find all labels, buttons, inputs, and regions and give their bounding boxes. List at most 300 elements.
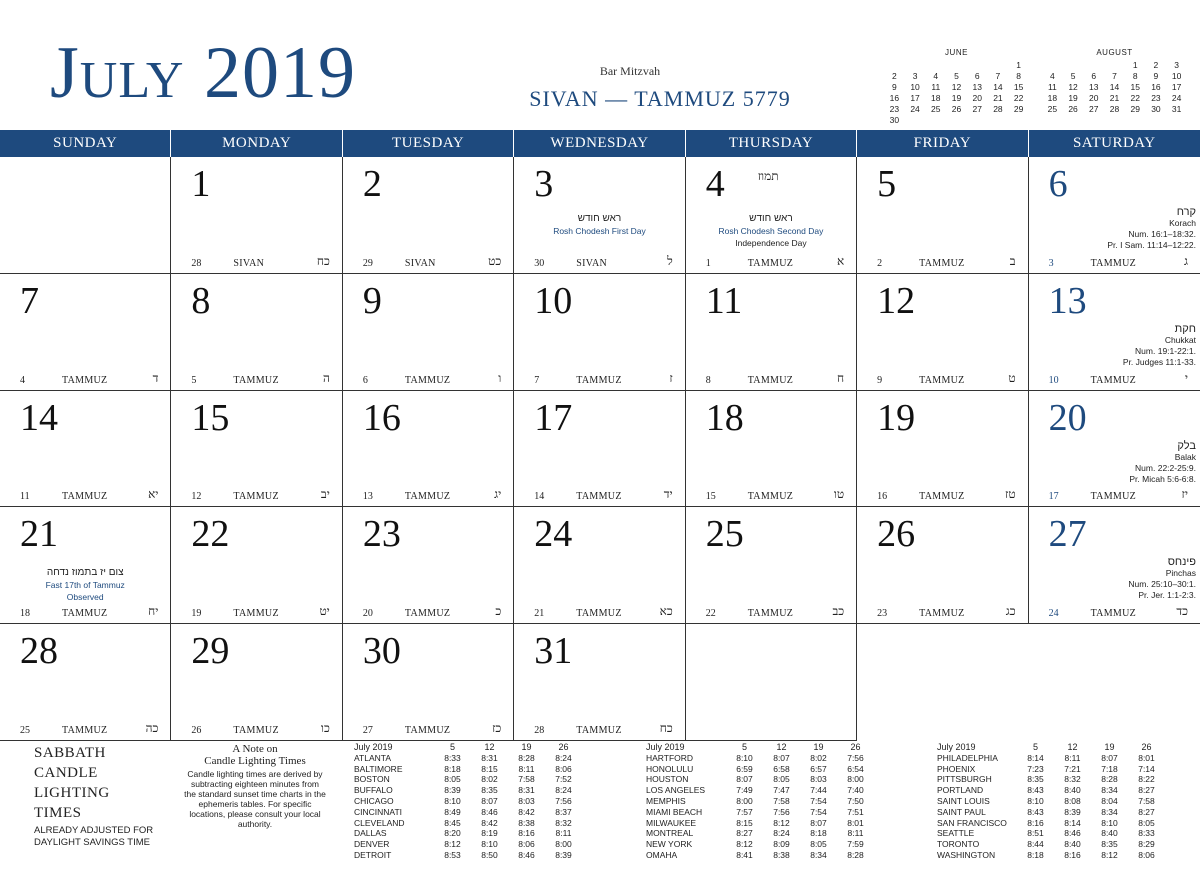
note-extra: Independence Day <box>735 238 807 248</box>
candle-time: 8:11 <box>555 828 572 839</box>
note-hebrew: ראש חודש <box>749 213 793 224</box>
candle-lighting-section <box>0 741 1200 883</box>
portion-reading: Num. 19:1-22:1. <box>1135 345 1196 356</box>
mini-day: 18 <box>931 93 941 103</box>
hebrew-day: 30 <box>534 257 545 269</box>
candle-time: 8:06 <box>1138 849 1155 860</box>
hebrew-date <box>191 722 333 736</box>
city-name: BOSTON <box>354 774 390 785</box>
day-cell-5 <box>857 157 1028 274</box>
city-name: PITTSBURGH <box>937 774 992 785</box>
hebrew-date <box>1049 488 1192 502</box>
day-cell-20 <box>1029 391 1200 508</box>
mini-calendar-title: AUGUST <box>1096 48 1133 57</box>
holiday-note <box>686 213 856 249</box>
candle-time: 8:50 <box>481 849 498 860</box>
day-number: 24 <box>534 513 573 556</box>
mini-day: 6 <box>974 71 980 81</box>
candle-time: 8:16 <box>1027 817 1044 828</box>
day-cell-25 <box>686 507 857 624</box>
hebrew-day: 25 <box>20 725 30 736</box>
candle-time: 8:41 <box>736 849 753 860</box>
candle-time: 7:44 <box>810 785 827 796</box>
hebrew-letters: ו <box>498 370 502 385</box>
table-row <box>354 807 582 818</box>
table-header: 26 <box>850 742 861 752</box>
candle-time: 8:16 <box>518 828 535 839</box>
candle-time: 8:00 <box>847 774 864 785</box>
mini-calendar-june <box>884 48 1029 125</box>
hebrew-day: 1 <box>705 257 711 269</box>
candle-time: 8:37 <box>555 806 572 817</box>
table-row <box>646 850 874 861</box>
day-cell-14 <box>0 391 171 508</box>
calendar-grid <box>0 157 1200 741</box>
day-number: 12 <box>877 279 916 322</box>
hebrew-letters: יז <box>1181 487 1188 502</box>
hebrew-date <box>20 488 162 502</box>
table-row <box>646 807 874 818</box>
day-number: 7 <box>20 279 39 322</box>
mini-day <box>925 60 946 70</box>
hebrew-month: TAMMUZ <box>1090 491 1137 503</box>
city-name: PORTLAND <box>937 785 984 796</box>
portion-haftarah: Pr. Judges 11:1-33. <box>1122 356 1196 367</box>
day-number: 8 <box>191 279 211 322</box>
hebrew-day: 12 <box>191 491 202 503</box>
day-cell-28 <box>0 624 171 741</box>
hebrew-day: 15 <box>705 491 716 503</box>
city-name: ATLANTA <box>354 752 391 763</box>
candle-time: 8:27 <box>736 828 753 839</box>
candle-table <box>354 742 582 861</box>
hebrew-date <box>877 255 1019 269</box>
candle-time: 8:28 <box>847 849 864 860</box>
candle-time: 7:18 <box>1101 763 1118 774</box>
hebrew-letters: כו <box>320 721 330 735</box>
empty-cell <box>0 157 171 274</box>
day-number: 23 <box>362 513 401 556</box>
candle-time: 8:19 <box>481 828 498 839</box>
candle-time: 8:32 <box>555 817 572 828</box>
month-name: July <box>50 32 185 114</box>
day-number: 28 <box>20 630 58 673</box>
city-name: TORONTO <box>937 839 980 850</box>
hebrew-date <box>706 255 848 269</box>
mini-day <box>967 115 988 125</box>
candle-time: 8:40 <box>1064 785 1081 796</box>
hebrew-day: 11 <box>20 491 30 503</box>
hebrew-date <box>877 372 1019 386</box>
candle-time: 8:12 <box>444 839 461 850</box>
candle-time: 8:28 <box>518 752 535 763</box>
day-number: 29 <box>191 630 230 673</box>
candle-time: 8:43 <box>1027 785 1044 796</box>
mini-day: 11 <box>1047 82 1057 92</box>
weekday-label: WEDNESDAY <box>514 130 685 157</box>
candle-time: 8:43 <box>1027 806 1044 817</box>
mini-day <box>967 60 988 70</box>
mini-day: 15 <box>1013 82 1024 92</box>
candle-time: 8:10 <box>1101 817 1118 828</box>
table-row <box>937 839 1165 850</box>
table-row <box>937 753 1165 764</box>
candle-time: 8:15 <box>481 763 498 774</box>
candle-time: 8:11 <box>1064 752 1081 763</box>
candle-time: 8:35 <box>1027 774 1044 785</box>
candle-time: 8:12 <box>736 839 753 850</box>
month-hebrew-label: תמוז <box>757 169 779 183</box>
hebrew-date <box>534 488 676 502</box>
hebrew-letters: טז <box>1004 487 1016 502</box>
city-name: MIAMI BEACH <box>646 806 703 817</box>
table-row <box>937 785 1165 796</box>
hebrew-date <box>363 372 505 386</box>
table-header: July 2019 <box>646 742 685 752</box>
hebrew-date <box>363 722 505 736</box>
candle-time: 7:57 <box>736 806 753 817</box>
candle-time: 8:49 <box>444 806 461 817</box>
empty-cell <box>686 624 857 741</box>
table-row <box>354 764 582 775</box>
hebrew-letters: ב <box>1009 253 1016 268</box>
mini-day: 26 <box>951 104 962 114</box>
day-number: 13 <box>1048 279 1087 322</box>
mini-day: 25 <box>1047 104 1058 114</box>
portion-hebrew: חקת <box>1174 322 1196 335</box>
candle-time: 8:40 <box>1101 828 1118 839</box>
sabbath-heading <box>34 743 110 823</box>
hebrew-date <box>1049 605 1192 619</box>
day-cell-11 <box>686 274 857 391</box>
table-row <box>937 774 1165 785</box>
day-cell-7 <box>0 274 171 391</box>
table-header: 26 <box>1141 742 1152 752</box>
portion-hebrew: פינחס <box>1167 556 1196 569</box>
candle-time: 8:07 <box>481 795 498 806</box>
hebrew-date <box>534 605 676 619</box>
hebrew-month: TAMMUZ <box>62 608 108 620</box>
mini-day <box>1083 60 1104 70</box>
hebrew-month: TAMMUZ <box>747 257 794 269</box>
hebrew-month: TAMMUZ <box>747 374 794 386</box>
portion-haftarah: Pr. Jer. 1:1-2:3. <box>1138 590 1196 601</box>
day-number: 21 <box>20 513 58 556</box>
hebrew-month: TAMMUZ <box>233 608 279 620</box>
hebrew-letters: כד <box>1176 604 1188 619</box>
candle-time: 8:45 <box>444 817 461 828</box>
candle-time: 7:23 <box>1027 763 1044 774</box>
hebrew-day: 9 <box>877 374 883 386</box>
table-header: 26 <box>558 742 569 752</box>
candle-time: 8:46 <box>1064 828 1081 839</box>
hebrew-letters: כח <box>316 253 330 268</box>
candle-time: 8:06 <box>555 763 572 774</box>
note-english: Fast 17th of Tammuz <box>45 580 125 591</box>
city-name: MILWAUKEE <box>646 817 697 828</box>
hebrew-day: 5 <box>191 374 197 386</box>
portion-name: Pinchas <box>1165 568 1196 579</box>
candle-time: 8:32 <box>1064 774 1081 785</box>
mini-day: 5 <box>954 71 959 81</box>
hebrew-month: SIVAN <box>576 257 608 269</box>
table-header: 12 <box>1067 742 1078 752</box>
hebrew-date <box>363 488 505 502</box>
hebrew-letters: ה <box>322 370 330 385</box>
portion-name: Korach <box>1169 218 1196 228</box>
hebrew-month: TAMMUZ <box>576 725 622 736</box>
mini-day: 13 <box>1089 82 1099 92</box>
hebrew-letters: ל <box>667 253 673 268</box>
day-cell-12 <box>857 274 1028 391</box>
candle-time: 8:05 <box>444 774 461 785</box>
candle-time: 8:31 <box>518 785 535 796</box>
table-row <box>937 807 1165 818</box>
hebrew-day: 23 <box>877 608 888 620</box>
candle-time: 8:46 <box>481 806 498 817</box>
day-cell-4 <box>686 157 857 274</box>
hebrew-day: 21 <box>534 608 545 620</box>
city-name: NEW YORK <box>646 839 693 850</box>
candle-time: 7:56 <box>555 795 572 806</box>
hebrew-day: 17 <box>1048 491 1059 503</box>
mini-day: 12 <box>1068 82 1078 92</box>
candle-time: 7:40 <box>847 785 864 796</box>
mini-day: 22 <box>1130 93 1140 103</box>
mini-day: 28 <box>993 104 1003 114</box>
torah-portion <box>1107 207 1196 251</box>
candle-time: 8:05 <box>1138 817 1155 828</box>
note-hebrew: ראש חודש <box>577 213 622 224</box>
mini-day <box>905 115 926 125</box>
mini-day: 26 <box>1068 104 1078 114</box>
candle-time: 7:14 <box>1138 763 1155 774</box>
hebrew-month: TAMMUZ <box>1090 257 1137 269</box>
candle-time: 8:51 <box>1027 828 1044 839</box>
mini-day: 22 <box>1013 93 1024 103</box>
city-name: BUFFALO <box>354 785 393 796</box>
candle-time: 8:09 <box>773 839 790 850</box>
mini-day: 6 <box>1091 71 1097 81</box>
city-name: DALLAS <box>354 828 387 839</box>
mini-day: 13 <box>972 82 982 92</box>
hebrew-date <box>877 488 1019 502</box>
sabbath-line: LIGHTING <box>34 785 110 801</box>
candle-time: 8:29 <box>1138 839 1155 850</box>
candle-time: 6:57 <box>810 763 827 774</box>
hebrew-month: TAMMUZ <box>233 725 279 736</box>
mini-day <box>1063 60 1084 70</box>
candle-time: 8:14 <box>1027 752 1044 763</box>
hebrew-letters: יח <box>148 604 159 619</box>
hebrew-date <box>20 372 162 386</box>
portion-haftarah: Pr. I Sam. 11:14–12:22. <box>1107 240 1196 250</box>
day-number: 26 <box>877 513 916 556</box>
mini-day: 3 <box>1174 60 1179 70</box>
mini-day: 3 <box>912 71 918 81</box>
mini-day <box>946 60 967 70</box>
table-row <box>354 850 582 861</box>
day-cell-16 <box>343 391 514 508</box>
candle-time: 8:07 <box>810 817 827 828</box>
candle-time: 7:21 <box>1064 763 1081 774</box>
candle-time: 8:02 <box>810 752 827 763</box>
hebrew-letters: כא <box>659 604 673 619</box>
hebrew-day: 10 <box>1048 374 1059 386</box>
portion-hebrew: בלק <box>1177 439 1196 452</box>
mini-day: 18 <box>1047 93 1058 103</box>
candle-time: 7:50 <box>847 795 864 806</box>
candle-table <box>937 742 1165 861</box>
day-number: 1 <box>191 163 211 205</box>
table-row <box>646 753 874 764</box>
hebrew-date <box>534 722 676 736</box>
table-row <box>646 818 874 829</box>
hebrew-day: 29 <box>362 257 373 269</box>
hebrew-letters: טו <box>833 487 845 502</box>
mini-day: 25 <box>931 104 941 114</box>
note-hebrew: צום יז בתמוז נדחה <box>46 567 124 579</box>
note-on-times <box>184 743 326 829</box>
candle-time: 8:27 <box>1138 785 1155 796</box>
hebrew-month: SIVAN <box>404 257 436 269</box>
candle-time: 8:01 <box>847 817 864 828</box>
table-header: 5 <box>741 742 747 752</box>
mini-day <box>1104 60 1125 70</box>
hebrew-day: 16 <box>877 491 888 503</box>
day-cell-27 <box>1029 507 1200 624</box>
hebrew-month: TAMMUZ <box>62 725 108 736</box>
candle-table <box>646 742 874 861</box>
day-cell-15 <box>171 391 342 508</box>
day-cell-3 <box>514 157 685 274</box>
mini-day: 1 <box>1132 60 1138 70</box>
candle-time: 8:01 <box>1138 752 1155 763</box>
hebrew-date <box>706 605 848 619</box>
candle-time: 8:28 <box>1101 774 1118 785</box>
hebrew-letters: כב <box>832 604 845 619</box>
table-header: July 2019 <box>937 742 976 752</box>
hebrew-month: TAMMUZ <box>919 374 965 386</box>
candle-time: 8:18 <box>810 828 827 839</box>
mini-day: 8 <box>1016 71 1021 81</box>
mini-day: 10 <box>1171 71 1182 81</box>
portion-reading: Num. 22:2-25:9. <box>1135 462 1196 473</box>
hebrew-date <box>534 255 676 269</box>
hebrew-month: TAMMUZ <box>576 491 622 503</box>
month-title <box>50 32 356 114</box>
hebrew-day: 14 <box>534 491 545 503</box>
hebrew-letters: ט <box>1008 370 1016 385</box>
candle-time: 8:27 <box>1138 806 1155 817</box>
candle-time: 7:58 <box>518 774 535 785</box>
hebrew-months: SIVAN — TAMMUZ 5779 <box>529 86 791 111</box>
day-cell-31 <box>514 624 685 741</box>
hebrew-day: 20 <box>362 608 373 620</box>
hebrew-letters: א <box>836 253 845 268</box>
table-row <box>646 785 874 796</box>
hebrew-letters: יב <box>320 487 330 502</box>
hebrew-month: TAMMUZ <box>919 608 965 620</box>
day-number: 10 <box>534 279 573 322</box>
candle-time: 8:34 <box>1101 806 1118 817</box>
table-header: 19 <box>1104 742 1115 752</box>
fast-note <box>0 567 170 603</box>
weekday-header <box>0 130 1200 157</box>
hebrew-date <box>1049 372 1192 386</box>
city-name: PHILADELPHIA <box>937 752 998 763</box>
mini-day: 16 <box>889 93 900 103</box>
candle-time: 8:24 <box>555 752 572 763</box>
day-cell-10 <box>514 274 685 391</box>
candle-time: 8:16 <box>1064 849 1081 860</box>
portion-name: Chukkat <box>1164 334 1196 345</box>
table-row <box>354 753 582 764</box>
mini-day: 15 <box>1130 82 1140 92</box>
hebrew-month: TAMMUZ <box>576 608 622 620</box>
torah-portion <box>1123 324 1196 368</box>
candle-time: 8:22 <box>1138 774 1155 785</box>
candle-time: 8:46 <box>518 849 535 860</box>
hebrew-date <box>363 255 505 269</box>
city-name: SAINT LOUIS <box>937 795 990 806</box>
candle-time: 8:35 <box>1101 839 1118 850</box>
city-name: LOS ANGELES <box>646 785 706 796</box>
hebrew-date <box>534 372 676 386</box>
holiday-note <box>514 213 684 237</box>
table-row <box>937 818 1165 829</box>
weekday-label: FRIDAY <box>857 130 1028 157</box>
hebrew-date <box>191 255 333 269</box>
mini-day: 24 <box>1171 93 1182 103</box>
candle-time: 8:35 <box>481 785 498 796</box>
mini-day: 9 <box>891 82 897 92</box>
hebrew-letters: כג <box>1005 604 1016 619</box>
torah-portion <box>1128 557 1196 601</box>
candle-time: 8:34 <box>1101 785 1118 796</box>
city-name: CLEVELAND <box>354 817 405 828</box>
candle-time: 8:10 <box>481 839 498 850</box>
day-number: 9 <box>362 279 382 322</box>
sabbath-line: CANDLE <box>34 765 98 781</box>
occasion-label: Bar Mitzvah <box>599 64 661 78</box>
candle-time: 8:24 <box>773 828 790 839</box>
day-number: 17 <box>534 396 573 439</box>
sabbath-line: TIMES <box>34 805 82 821</box>
portion-haftarah: Pr. Micah 5:6-6:8. <box>1129 473 1196 484</box>
candle-time: 7:54 <box>810 806 827 817</box>
day-number: 19 <box>877 396 916 439</box>
candle-time: 8:12 <box>1101 849 1118 860</box>
hebrew-date <box>20 722 162 736</box>
candle-time: 7:54 <box>810 795 827 806</box>
candle-time: 8:07 <box>773 752 790 763</box>
candle-time: 8:39 <box>444 785 461 796</box>
city-name: PHOENIX <box>937 763 976 774</box>
candle-time: 8:08 <box>1064 795 1081 806</box>
candle-time: 6:59 <box>736 763 753 774</box>
candle-time: 7:51 <box>847 806 864 817</box>
hebrew-month: TAMMUZ <box>404 374 451 386</box>
mini-day: 12 <box>951 82 962 92</box>
candle-time: 8:18 <box>444 763 461 774</box>
hebrew-date <box>191 605 333 619</box>
mini-day: 21 <box>993 93 1003 103</box>
hebrew-date <box>363 605 505 619</box>
candle-time: 7:58 <box>773 795 790 806</box>
day-cell-30 <box>343 624 514 741</box>
candle-time: 8:00 <box>736 795 753 806</box>
